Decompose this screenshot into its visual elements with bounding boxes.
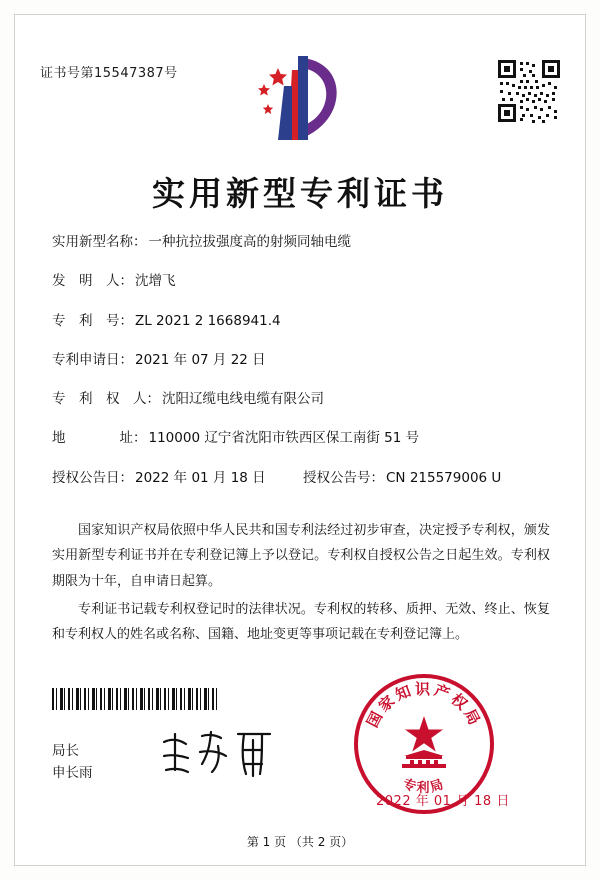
signature-block [52,740,93,785]
field-value: 沈阳辽缆电线电缆有限公司 [162,391,324,407]
field-label: 发 明 人： [52,273,133,290]
field-row-inventor [52,271,548,291]
seal-top-text: 国家知识产权局 [363,680,485,731]
legal-paragraph-2: 专利证书记载专利权登记时的法律状况。专利权的转移、质押、无效、终止、恢复和专利权人的姓名或名称、国籍、地址变更等事项记载在专利登记簿上。 [52,602,550,643]
field-value: ZL 2021 2 1668941.4 [135,312,281,329]
certificate-number: 证书号第15547387号 [40,66,178,81]
signature-role-label: 局长 [52,743,79,759]
handwritten-signature-icon [158,726,278,782]
field-label: 专 利 号： [52,312,133,329]
field-value: 一种抗拉拔强度高的射频同轴电缆 [148,234,351,250]
field-value: 沈增飞 [135,273,176,290]
signature-name: 申长雨 [52,765,93,782]
field-row-patentee [52,389,548,409]
seal-date: 2022 年 01 月 18 日 [376,794,510,809]
grant-date-value: 2022 年 01 月 18 日 [135,469,266,486]
legal-paragraph-1: 国家知识产权局依照中华人民共和国专利法经过初步审查，决定授予专利权，颁发实用新型专利证书并在专利登记簿上予以登记。专利权自授权公告之日起生效。专利权期限为十年，自申请日起算。 [52,523,550,589]
field-row-utility-model-name [52,232,548,252]
field-label: 专利申请日： [52,351,133,368]
certificate-fields [52,232,548,507]
grant-number-label: 授权公告号： [303,469,384,486]
cnipa-logo-icon [248,52,344,144]
field-row-patent-number [52,311,548,331]
seal-bottom-text: 专利局 [400,776,448,797]
field-row-address [52,428,548,448]
page-title: 实用新型专利证书 [152,174,448,213]
field-label: 地 址： [52,430,147,447]
grant-date-label: 授权公告日： [52,469,133,486]
legal-text [52,518,550,651]
qr-code-icon [496,58,562,124]
field-label: 专 利 权 人： [52,391,160,407]
field-row-application-date [52,350,548,370]
field-value: 2021 年 07 月 22 日 [135,351,266,368]
field-label: 实用新型名称： [52,234,147,250]
grant-number-value: CN 215579006 U [386,469,502,486]
page-footer: 第 1 页 （共 2 页） [246,835,354,849]
field-row-grant-announcement [52,468,548,488]
field-value: 110000 辽宁省沈阳市铁西区保工南街 51 号 [148,430,420,447]
barcode [52,688,220,710]
